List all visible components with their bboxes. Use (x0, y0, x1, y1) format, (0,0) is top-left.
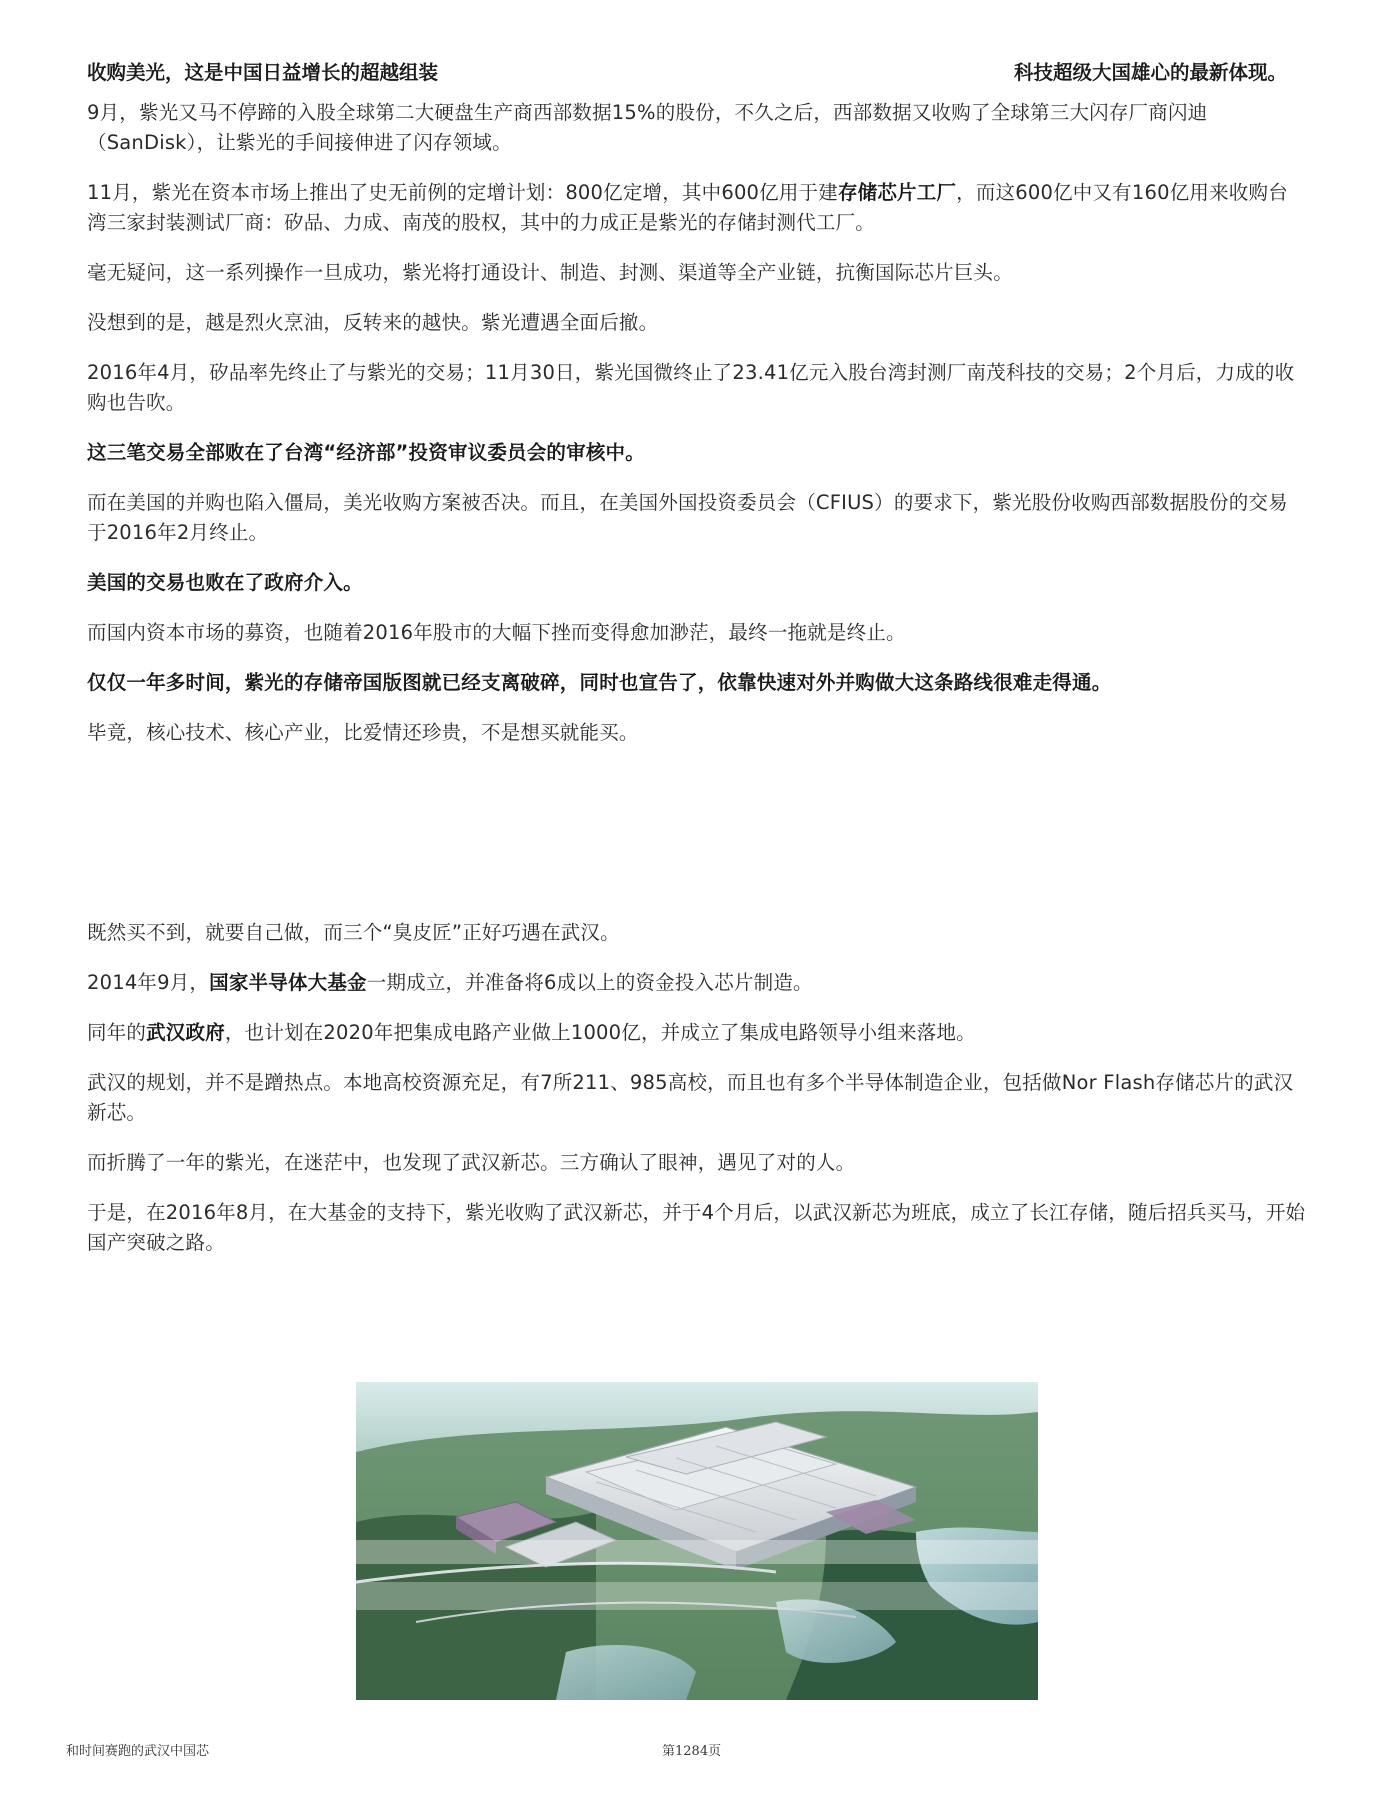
section-heading (87, 58, 1307, 88)
paragraph: 而折腾了一年的紫光，在迷茫中，也发现了武汉新芯。三方确认了眼神，遇见了对的人。 (87, 1151, 856, 1174)
footer-page-number: 第1284页 (662, 1744, 722, 1759)
heading-right: 科技超级大国雄心的最新体现。 (1013, 61, 1287, 84)
paragraph: 11月，紫光在资本市场上推出了史无前例的定增计划：800亿定增，其中600亿用于建存储芯片工厂，而这600亿中又有160亿用来收购台湾三家封装测试厂商：矽品、力成、南茂的股权，其中的力成正是紫光的存储封测代工厂。 (87, 181, 1288, 234)
paragraph: 同年的武汉政府，也计划在2020年把集成电路产业做上1000亿，并成立了集成电路领导小组来落地。 (87, 1021, 976, 1044)
paragraph: 毫无疑问，这一系列操作一旦成功，紫光将打通设计、制造、封测、渠道等全产业链，抗衡国际芯片巨头。 (87, 261, 1013, 284)
paragraph: 既然买不到，就要自己做，而三个“臭皮匠”正好巧遇在武汉。 (87, 921, 620, 944)
bold-paragraph: 这三笔交易全部败在了台湾“经济部”投资审议委员会的审核中。 (87, 441, 645, 464)
emphasis: 武汉政府 (146, 1021, 225, 1044)
paragraph: 2016年4月，矽品率先终止了与紫光的交易；11月30日，紫光国微终止了23.41亿元入股台湾封测厂南茂科技的交易；2个月后，力成的收购也告吹。 (87, 361, 1295, 414)
heading-left: 收购美光，这是中国日益增长的超越组装 (87, 61, 439, 84)
paragraph: 没想到的是，越是烈火烹油，反转来的越快。紫光遭遇全面后撤。 (87, 311, 659, 334)
paragraph: 毕竟，核心技术、核心产业，比爱情还珍贵，不是想买就能买。 (87, 721, 639, 744)
paragraph: 于是，在2016年8月，在大基金的支持下，紫光收购了武汉新芯，并于4个月后，以武汉新芯为班底，成立了长江存储，随后招兵买马，开始国产突破之路。 (87, 1201, 1306, 1254)
paragraph: 9月，紫光又马不停蹄的入股全球第二大硬盘生产商西部数据15%的股份，不久之后，西部数据又收购了全球第三大闪存厂商闪迪（SanDisk），让紫光的手间接伸进了闪存领域。 (87, 101, 1208, 154)
paragraph: 2014年9月，国家半导体大基金一期成立，并准备将6成以上的资金投入芯片制造。 (87, 971, 813, 994)
paragraph: 武汉的规划，并不是蹭热点。本地高校资源充足，有7所211、985高校，而且也有多个半导体制造企业，包括做Nor Flash存储芯片的武汉新芯。 (87, 1071, 1294, 1124)
emphasis: 存储芯片工厂 (837, 181, 957, 204)
bold-paragraph: 美国的交易也败在了政府介入。 (87, 571, 363, 594)
emphasis: 国家半导体大基金 (209, 971, 367, 994)
factory-aerial-image (356, 1382, 1038, 1700)
paragraph: 而在美国的并购也陷入僵局，美光收购方案被否决。而且，在美国外国投资委员会（CFIUS）的要求下，紫光股份收购西部数据股份的交易于2016年2月终止。 (87, 491, 1288, 544)
document-page (87, 58, 1307, 1258)
footer-book-title: 和时间赛跑的武汉中国芯 (66, 1744, 210, 1759)
paragraph: 而国内资本市场的募资，也随着2016年股市的大幅下挫而变得愈加渺茫，最终一拖就是终止。 (87, 621, 906, 644)
bold-paragraph: 仅仅一年多时间，紫光的存储帝国版图就已经支离破碎，同时也宣告了，依靠快速对外并购做大这条路线很难走得通。 (87, 671, 1112, 694)
